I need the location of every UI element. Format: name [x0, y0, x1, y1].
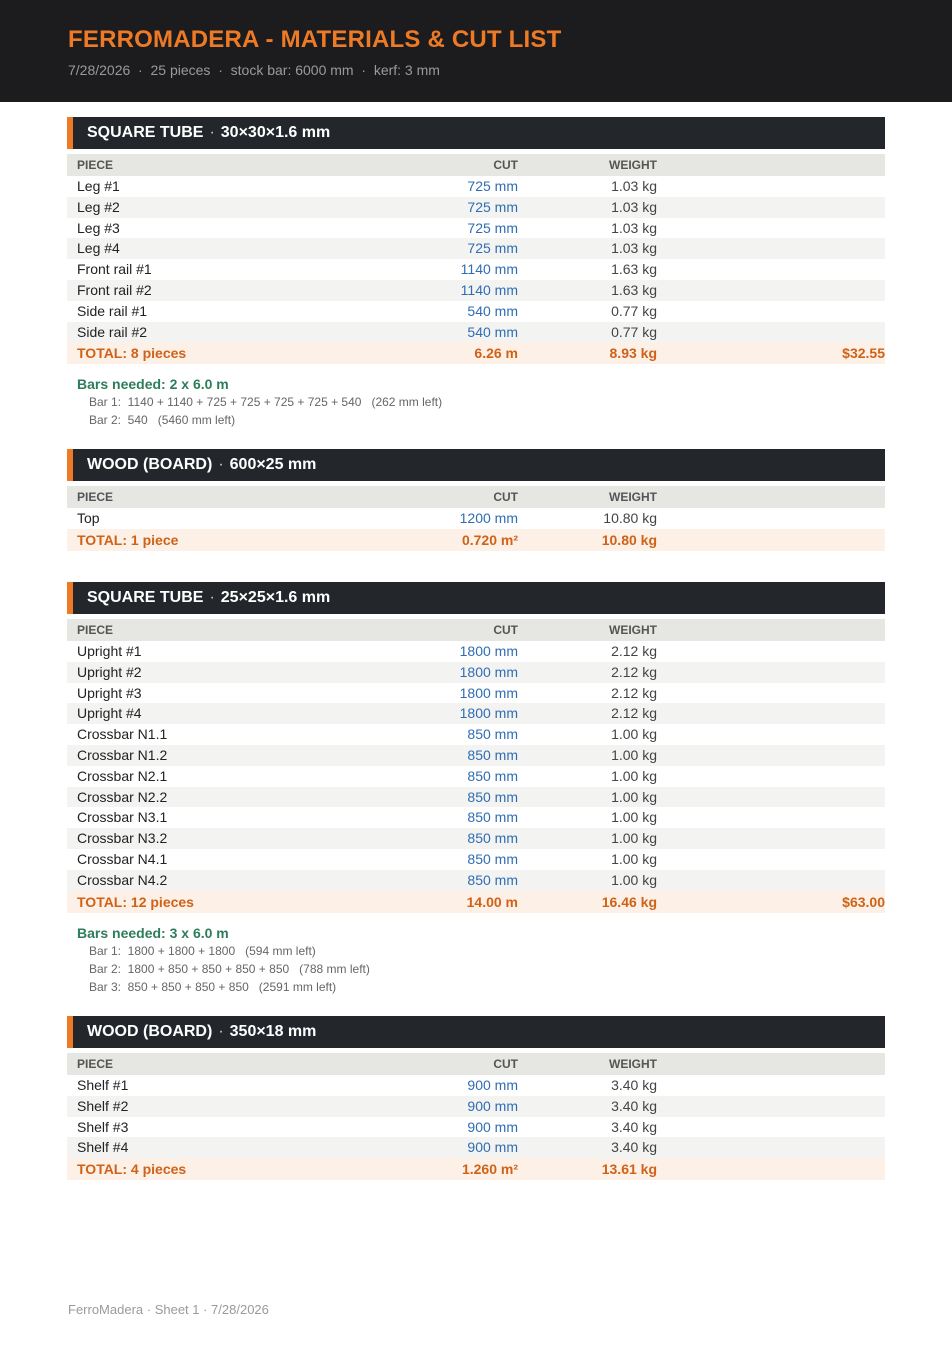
bars-summary: [67, 375, 885, 429]
table-row: [67, 766, 885, 787]
cut-length: 1800 mm: [459, 705, 518, 722]
piece-name: Shelf #3: [77, 1118, 129, 1135]
piece-name: Upright #2: [77, 663, 142, 680]
column-header-row: [67, 1053, 885, 1075]
total-label: TOTAL: 8 pieces: [77, 345, 187, 362]
bar-line: Bar 2: 540 (5460 mm left): [89, 413, 236, 428]
material-size: 25×25×1.6 mm: [220, 589, 331, 606]
column-header-piece: PIECE: [77, 158, 114, 172]
piece-name: Upright #4: [77, 705, 142, 722]
rows-container: [67, 641, 885, 891]
material-size: 350×18 mm: [229, 1023, 317, 1040]
column-header-row: [67, 619, 885, 641]
table-row: [67, 218, 885, 239]
table-row: [67, 1075, 885, 1096]
total-label: TOTAL: 1 piece: [77, 531, 179, 548]
separator-dot: ·: [218, 456, 224, 473]
bar-line: Bar 2: 1800 + 850 + 850 + 850 + 850 (788 mm left): [89, 961, 370, 976]
table-row: [67, 849, 885, 870]
table-row: [67, 683, 885, 704]
column-header-piece: PIECE: [77, 490, 114, 504]
piece-weight: 1.63 kg: [611, 261, 657, 278]
column-header-piece: PIECE: [77, 623, 114, 637]
piece-weight: 1.00 kg: [611, 809, 657, 826]
piece-name: Upright #1: [77, 643, 142, 659]
column-header-weight: WEIGHT: [609, 1057, 657, 1071]
total-label: TOTAL: 4 pieces: [77, 1161, 187, 1178]
piece-weight: 0.77 kg: [611, 323, 657, 340]
total-cut: 6.26 m: [474, 345, 518, 362]
table-row: [67, 703, 885, 724]
table-row: [67, 301, 885, 322]
total-weight: 16.46 kg: [601, 893, 657, 910]
material-section: [67, 449, 885, 551]
table-row: [67, 787, 885, 808]
cut-length: 540 mm: [467, 302, 518, 319]
cut-length: 850 mm: [467, 746, 518, 763]
total-row: [67, 529, 885, 551]
piece-weight: 3.40 kg: [611, 1097, 657, 1114]
piece-weight: 2.12 kg: [611, 705, 657, 722]
total-weight: 8.93 kg: [609, 345, 657, 362]
piece-weight: 2.12 kg: [611, 684, 657, 701]
material-size: 30×30×1.6 mm: [220, 124, 331, 141]
column-header-weight: WEIGHT: [609, 158, 657, 172]
bar-line: Bar 1: 1800 + 1800 + 1800 (594 mm left): [89, 943, 316, 958]
piece-name: Upright #3: [77, 684, 142, 701]
column-header-weight: WEIGHT: [609, 623, 657, 637]
cut-length: 1800 mm: [459, 684, 518, 701]
cut-length: 850 mm: [467, 767, 518, 784]
document-title: FERROMADERA - MATERIALS & CUT LIST: [68, 26, 562, 53]
piece-name: Leg #3: [77, 219, 120, 236]
piece-name: Shelf #1: [77, 1077, 129, 1093]
separator-dot: ·: [209, 124, 215, 141]
piece-name: Crossbar N2.1: [77, 767, 168, 784]
cut-length: 725 mm: [467, 178, 518, 194]
column-header-weight: WEIGHT: [609, 490, 657, 504]
bar-line: Bar 3: 850 + 850 + 850 + 850 (2591 mm left): [89, 979, 337, 994]
cut-length: 850 mm: [467, 830, 518, 847]
column-header-row: [67, 486, 885, 508]
piece-weight: 1.03 kg: [611, 240, 657, 257]
total-row: [67, 1158, 885, 1180]
piece-weight: 1.00 kg: [611, 788, 657, 805]
table-row: [67, 1137, 885, 1158]
piece-name: Crossbar N3.1: [77, 809, 168, 826]
cut-length: 850 mm: [467, 809, 518, 826]
bar-line: Bar 1: 1140 + 1140 + 725 + 725 + 725 + 725 + 540 (262 mm left): [89, 395, 443, 410]
piece-weight: 1.63 kg: [611, 281, 657, 298]
cut-length: 725 mm: [467, 219, 518, 236]
piece-weight: 1.03 kg: [611, 198, 657, 215]
piece-name: Side rail #2: [77, 323, 148, 340]
page-header: [0, 0, 952, 102]
piece-name: Crossbar N4.2: [77, 871, 168, 888]
cut-length: 1140 mm: [460, 281, 518, 298]
separator-dot: ·: [218, 1023, 224, 1040]
total-cut: 1.260 m²: [461, 1161, 518, 1178]
material-section: [67, 1016, 885, 1180]
piece-weight: 1.00 kg: [611, 830, 657, 847]
cut-length: 850 mm: [467, 850, 518, 867]
rows-container: [67, 176, 885, 342]
bars-needed: Bars needed: 2 x 6.0 m: [77, 376, 229, 393]
total-weight: 13.61 kg: [601, 1161, 657, 1178]
material-section: [67, 117, 885, 429]
cut-length: 900 mm: [467, 1077, 518, 1093]
piece-weight: 1.03 kg: [611, 219, 657, 236]
total-row: [67, 891, 885, 913]
piece-weight: 2.12 kg: [611, 643, 657, 659]
table-row: [67, 197, 885, 218]
piece-weight: 1.00 kg: [611, 871, 657, 888]
material-name: WOOD (BOARD): [87, 456, 213, 473]
section-header: [67, 117, 885, 149]
cut-length: 1200 mm: [459, 510, 518, 526]
cut-length: 1140 mm: [460, 261, 518, 278]
cut-length: 850 mm: [467, 871, 518, 888]
table-row: [67, 641, 885, 662]
piece-weight: 1.03 kg: [611, 178, 657, 194]
column-header-cut: CUT: [493, 623, 518, 637]
table-row: [67, 259, 885, 280]
piece-name: Leg #4: [77, 240, 120, 257]
cut-length: 900 mm: [467, 1118, 518, 1135]
cut-length: 850 mm: [467, 726, 518, 743]
piece-name: Crossbar N3.2: [77, 830, 168, 847]
table-row: [67, 322, 885, 343]
page-footer: FerroMadera · Sheet 1 · 7/28/2026: [68, 1302, 269, 1317]
total-cost: $63.00: [842, 893, 885, 910]
piece-weight: 3.40 kg: [611, 1139, 657, 1156]
piece-name: Leg #2: [77, 198, 120, 215]
table-row: [67, 280, 885, 301]
cut-length: 1800 mm: [459, 663, 518, 680]
material-section: [67, 582, 885, 996]
table-row: [67, 176, 885, 197]
piece-name: Crossbar N2.2: [77, 788, 168, 805]
piece-name: Front rail #2: [77, 281, 152, 298]
table-row: [67, 508, 885, 529]
column-header-cut: CUT: [493, 158, 518, 172]
total-cost: $32.55: [842, 345, 885, 362]
piece-weight: 2.12 kg: [611, 663, 657, 680]
column-header-row: [67, 154, 885, 176]
table-row: [67, 828, 885, 849]
piece-name: Crossbar N4.1: [77, 850, 168, 867]
separator-dot: ·: [209, 589, 215, 606]
piece-weight: 3.40 kg: [611, 1077, 657, 1093]
piece-weight: 1.00 kg: [611, 726, 657, 743]
piece-weight: 10.80 kg: [603, 510, 657, 526]
section-header: [67, 1016, 885, 1048]
table-row: [67, 724, 885, 745]
piece-weight: 3.40 kg: [611, 1118, 657, 1135]
material-name: SQUARE TUBE: [87, 589, 204, 606]
piece-name: Top: [77, 510, 100, 526]
table-row: [67, 807, 885, 828]
material-name: WOOD (BOARD): [87, 1023, 213, 1040]
piece-weight: 0.77 kg: [611, 302, 657, 319]
piece-name: Front rail #1: [77, 261, 152, 278]
column-header-cut: CUT: [493, 490, 518, 504]
piece-weight: 1.00 kg: [611, 767, 657, 784]
cut-length: 1800 mm: [459, 643, 518, 659]
column-header-cut: CUT: [493, 1057, 518, 1071]
piece-name: Shelf #2: [77, 1097, 129, 1114]
section-header: [67, 449, 885, 481]
table-row: [67, 870, 885, 891]
total-row: [67, 342, 885, 364]
table-row: [67, 1096, 885, 1117]
cut-length: 900 mm: [467, 1139, 518, 1156]
bars-needed: Bars needed: 3 x 6.0 m: [77, 924, 229, 941]
bars-summary: [67, 924, 885, 996]
table-row: [67, 1117, 885, 1138]
total-cut: 0.720 m²: [461, 531, 518, 548]
piece-name: Crossbar N1.2: [77, 746, 168, 763]
cut-length: 725 mm: [467, 240, 518, 257]
cut-length: 725 mm: [467, 198, 518, 215]
document-meta: 7/28/2026 · 25 pieces · stock bar: 6000 mm · kerf: 3 mm: [68, 62, 440, 78]
piece-name: Side rail #1: [77, 302, 148, 319]
piece-name: Crossbar N1.1: [77, 726, 168, 743]
total-cut: 14.00 m: [466, 893, 518, 910]
total-weight: 10.80 kg: [601, 531, 657, 548]
rows-container: [67, 1075, 885, 1158]
table-row: [67, 662, 885, 683]
piece-name: Shelf #4: [77, 1139, 129, 1156]
section-header: [67, 582, 885, 614]
cut-length: 850 mm: [467, 788, 518, 805]
cut-length: 900 mm: [467, 1097, 518, 1114]
piece-weight: 1.00 kg: [611, 850, 657, 867]
rows-container: [67, 508, 885, 529]
total-label: TOTAL: 12 pieces: [77, 893, 194, 910]
piece-name: Leg #1: [77, 178, 120, 194]
table-row: [67, 238, 885, 259]
column-header-piece: PIECE: [77, 1057, 114, 1071]
cut-length: 540 mm: [467, 323, 518, 340]
material-size: 600×25 mm: [229, 456, 317, 473]
piece-weight: 1.00 kg: [611, 746, 657, 763]
table-row: [67, 745, 885, 766]
material-name: SQUARE TUBE: [87, 124, 204, 141]
